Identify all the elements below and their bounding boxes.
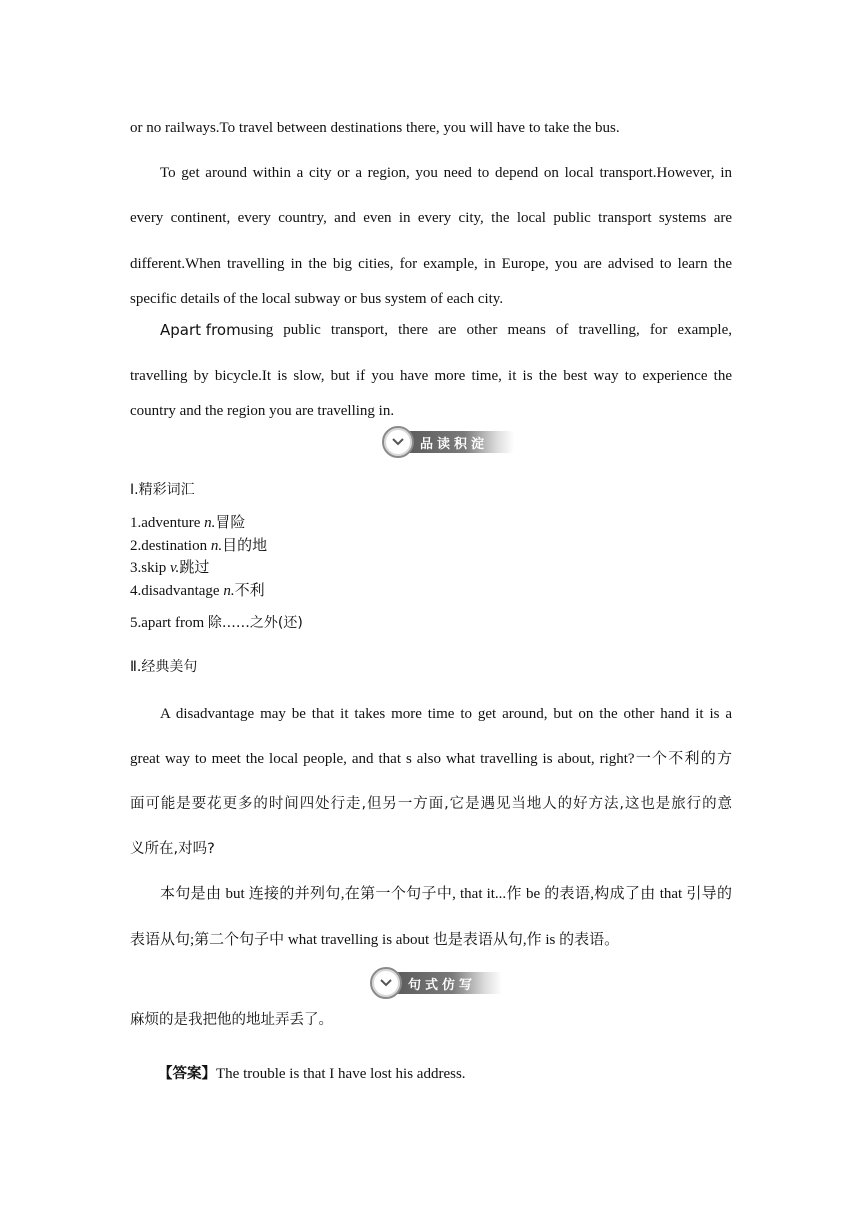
passage-line: every continent, every country, and even in every city, the local public transport systems are <box>130 210 732 226</box>
passage-line: specific details of the local subway or bus system of each city. <box>130 291 504 307</box>
answer-text: The trouble is that I have lost his address. <box>216 1066 466 1082</box>
passage-line: To get around within a city or a region, you need to depend on local transport.However, in <box>160 165 732 181</box>
vocab-item: 4.disadvantage n.不利 <box>130 581 265 599</box>
chevron-down-icon <box>382 426 414 458</box>
heading-number: Ⅰ. <box>130 482 139 498</box>
sentence-line: 面可能是要花更多的时间四处行走,但另一方面,它是遇见当地人的好方法,这也是旅行的意 <box>130 796 732 812</box>
vocab-item: 3.skip v.跳过 <box>130 558 210 576</box>
badge-label: 句式仿写 <box>392 972 502 994</box>
apart-from-lead: Apart from <box>160 321 241 339</box>
analysis-line: 本句是由 but 连接的并列句,在第一个句子中, that it...作 be 的表语,构成了由 that 引导的 <box>160 886 732 902</box>
heading-text: 精彩词汇 <box>138 482 195 498</box>
section-heading-sentences <box>130 657 732 677</box>
passage-line <box>160 320 732 340</box>
heading-text: 经典美句 <box>141 659 198 675</box>
answer-line <box>158 1064 760 1084</box>
passage-line: travelling by bicycle.It is slow, but if you have more time, it is the best way to experience the <box>130 368 732 384</box>
vocab-item: 5.apart from 除……之外(还) <box>130 615 303 631</box>
section-badge-reading <box>382 427 514 457</box>
vocab-item: 1.adventure n.冒险 <box>130 513 246 531</box>
sentence-line: 义所在,对吗? <box>130 841 215 857</box>
passage-text: using public transport, there are other means of travelling, for example, <box>240 322 732 338</box>
vocab-item: 2.destination n.目的地 <box>130 536 268 554</box>
section-badge-imitation <box>370 968 502 998</box>
sentence-line: great way to meet the local people, and that s also what travelling is about, right?一个不利的方 <box>130 751 732 767</box>
heading-number: Ⅱ. <box>130 659 142 675</box>
passage-line: or no railways.To travel between destinations there, you will have to take the bus. <box>130 120 620 136</box>
passage-line: country and the region you are travelling in. <box>130 403 395 419</box>
sentence-line: A disadvantage may be that it takes more time to get around, but on the other hand it is a <box>160 706 732 722</box>
passage-line: different.When travelling in the big cities, for example, in Europe, you are advised to learn the <box>130 256 732 272</box>
exercise-prompt: 麻烦的是我把他的地址弄丢了。 <box>130 1012 333 1028</box>
chevron-down-icon <box>370 967 402 999</box>
section-heading-vocab <box>130 480 732 500</box>
analysis-line: 表语从句;第二个句子中 what travelling is about 也是表语从句,作 is 的表语。 <box>130 932 620 948</box>
badge-label: 品读积淀 <box>404 431 514 453</box>
answer-label: 【答案】 <box>158 1066 216 1082</box>
